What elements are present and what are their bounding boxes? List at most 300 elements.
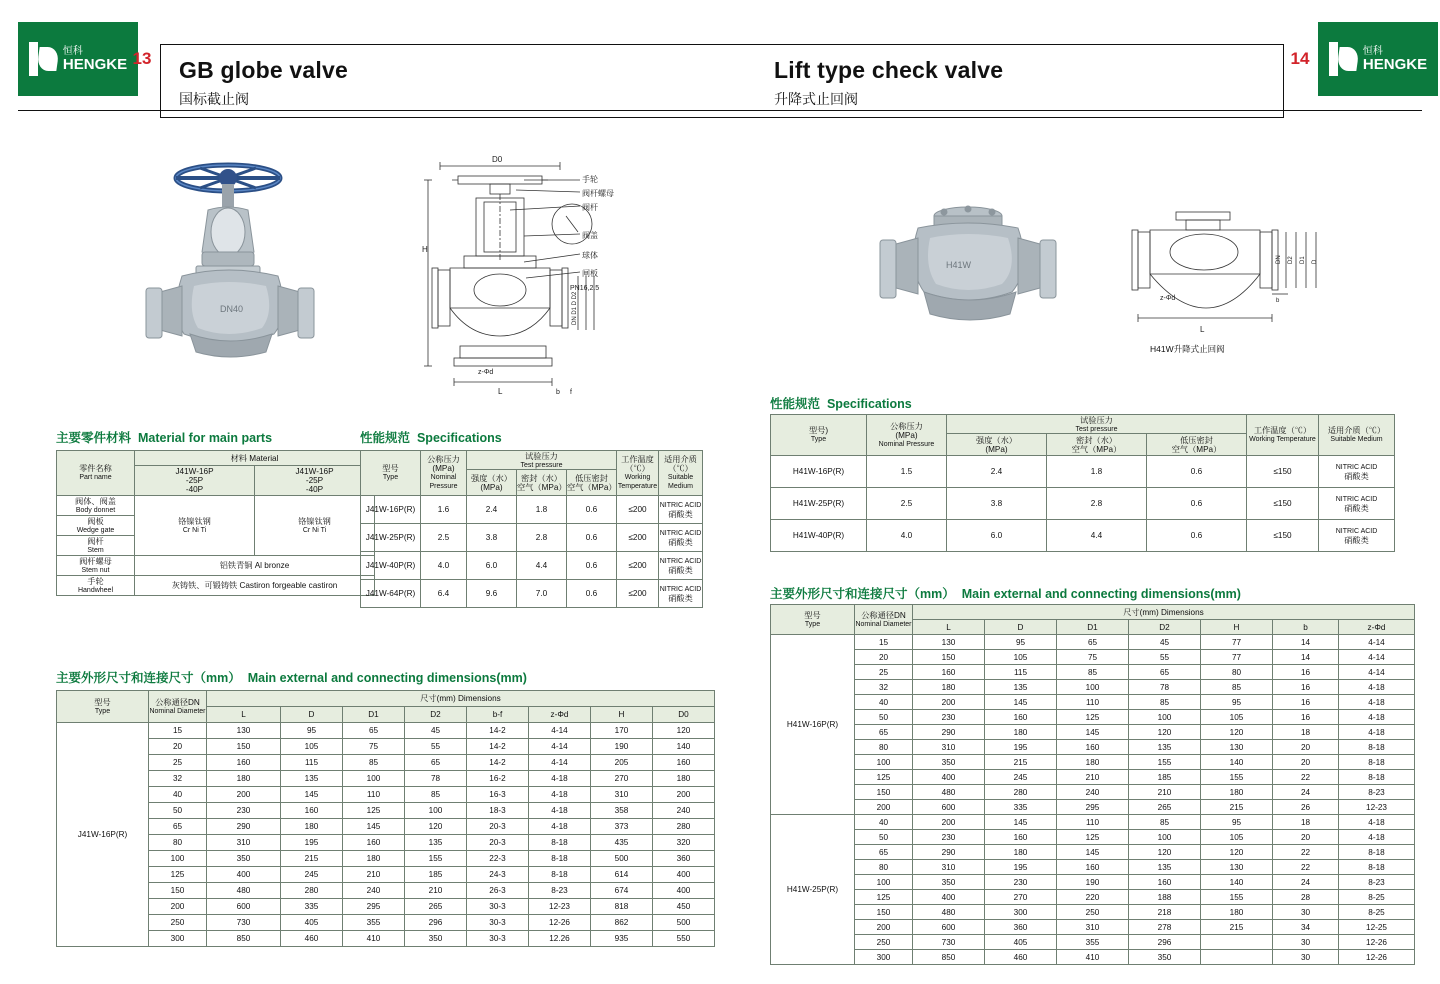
dim-cell: 78 — [405, 771, 467, 787]
rdim-cell: 120 — [1129, 845, 1201, 860]
page-header — [0, 22, 1440, 107]
dim-cell: 135 — [405, 835, 467, 851]
rdim-cell: 600 — [913, 800, 985, 815]
rdim-cell: 195 — [985, 740, 1057, 755]
mat-col-material-en: Material — [249, 453, 279, 463]
rdim-cell: 145 — [985, 695, 1057, 710]
dim-col-l: L — [207, 707, 281, 723]
rdim-cell: 77 — [1201, 650, 1273, 665]
table-row — [771, 725, 1415, 740]
dim-cell: 230 — [207, 803, 281, 819]
dim-cell: 500 — [653, 915, 715, 931]
rdim-cell: 85 — [1129, 815, 1201, 830]
rdim-cell: 80 — [855, 740, 913, 755]
dim-cell: 100 — [149, 851, 207, 867]
rdim-cell: 200 — [913, 815, 985, 830]
rdim-cell: 350 — [913, 755, 985, 770]
dim-cell: 125 — [149, 867, 207, 883]
rdim-col-h: H — [1201, 620, 1273, 635]
svg-text:f: f — [570, 389, 572, 396]
dim-cell: 55 — [405, 739, 467, 755]
rdim-col-d: D — [985, 620, 1057, 635]
dim-cell: 600 — [207, 899, 281, 915]
rdim-cell: 180 — [1057, 755, 1129, 770]
rdim-cell: 18 — [1273, 815, 1339, 830]
rdim-cell: 34 — [1273, 920, 1339, 935]
dim-cell: 180 — [653, 771, 715, 787]
rdim-cell: 350 — [1129, 950, 1201, 965]
dim-cell: 480 — [207, 883, 281, 899]
left-page-title-en: GB globe valve — [179, 57, 348, 83]
rdim-cell: 215 — [985, 755, 1057, 770]
rdim-cell: 355 — [1057, 935, 1129, 950]
dim-cell: 450 — [653, 899, 715, 915]
rdim-cell: 77 — [1201, 635, 1273, 650]
svg-text:b: b — [556, 389, 560, 396]
dim-cell: 4-14 — [529, 739, 591, 755]
rdim-cell: 16 — [1273, 680, 1339, 695]
rdim-cell: 120 — [1201, 725, 1273, 740]
rdim-cell: 195 — [985, 860, 1057, 875]
rdim-cell: 250 — [1057, 905, 1129, 920]
dim-cell: 4-14 — [529, 755, 591, 771]
rdim-col-zd: z-Φd — [1339, 620, 1415, 635]
rdim-cell: 135 — [985, 680, 1057, 695]
dim-cell: 310 — [591, 787, 653, 803]
table-row — [771, 665, 1415, 680]
rdim-cell: 16 — [1273, 695, 1339, 710]
rdim-cell: 125 — [855, 890, 913, 905]
rdim-cell: 32 — [855, 680, 913, 695]
rdim-cell: 105 — [1201, 710, 1273, 725]
dim-cell: 215 — [281, 851, 343, 867]
dim-cell: 460 — [281, 931, 343, 947]
rdim-cell: 4-18 — [1339, 725, 1415, 740]
dim-cell: 12-26 — [529, 915, 591, 931]
rdim-cell: 22 — [1273, 770, 1339, 785]
rdim-cell: 55 — [1129, 650, 1201, 665]
rdim-cell: 140 — [1201, 875, 1273, 890]
dim-cell: 20 — [149, 739, 207, 755]
dim-cell: 30-3 — [467, 931, 529, 947]
dim-cell: 240 — [343, 883, 405, 899]
rdim-cell: 20 — [1273, 740, 1339, 755]
rdim-cell: 45 — [1129, 635, 1201, 650]
rdim-cell: 145 — [1057, 725, 1129, 740]
rdim-cell: 180 — [913, 680, 985, 695]
material-table: 零件名称 Part name 材料 Material J41W-16P -25P -40P J41W-16P -25P -40P 阀体、阀盖 Body donnet 铬镍钛钢 Cr Ni Ti 铬镍钛钢 Cr Ni Ti 阀板 Wedge gate 阀杆 Stem 阀杆螺母 Stem nut 铝铁青铜 Al bronze 手轮 Handwheel 灰铸铁、可锻铸铁 Castiron forgeable castiron — [56, 450, 375, 596]
rdim-cell: 65 — [1057, 635, 1129, 650]
dim-cell: 280 — [653, 819, 715, 835]
table-row — [771, 755, 1415, 770]
rdim-cell: 150 — [855, 905, 913, 920]
mat-col-part-en: Part name — [79, 474, 112, 481]
brand-name-en-right: HENGKE — [1362, 55, 1428, 73]
dim-cell: 16-3 — [467, 787, 529, 803]
dim-cell: 25 — [149, 755, 207, 771]
dim-col-d: D — [281, 707, 343, 723]
dim-cell: 130 — [207, 723, 281, 739]
table-row — [57, 899, 715, 915]
left-dim-section-heading: 主要外形尺寸和连接尺寸（mm） Main external and connecting dimensions(mm) — [56, 671, 527, 685]
dim-cell: 14-2 — [467, 755, 529, 771]
rdim-cell: 350 — [913, 875, 985, 890]
rdim-cell: 4-14 — [1339, 665, 1415, 680]
table-row — [771, 770, 1415, 785]
table-row — [771, 920, 1415, 935]
rdim-cell: 230 — [913, 710, 985, 725]
dim-cell: 150 — [207, 739, 281, 755]
table-row — [771, 830, 1415, 845]
rdim-cell: 160 — [1057, 860, 1129, 875]
dim-cell: 24-3 — [467, 867, 529, 883]
mat-cell-span2: 灰铸铁、可锻铸铁 Castiron forgeable castiron — [135, 576, 375, 596]
rdim-cell: 140 — [1201, 755, 1273, 770]
dim-cell: 358 — [591, 803, 653, 819]
rdim-cell: 25 — [855, 665, 913, 680]
rdim-cell: 8-18 — [1339, 755, 1415, 770]
dim-cell: 818 — [591, 899, 653, 915]
dim-cell: 16-2 — [467, 771, 529, 787]
svg-text:阀盖: 阀盖 — [582, 231, 598, 240]
table-row — [771, 875, 1415, 890]
rdim-cell: 200 — [855, 800, 913, 815]
rdim-cell: 4-18 — [1339, 680, 1415, 695]
rdim-cell: 188 — [1129, 890, 1201, 905]
mat-row-cn: 阀体、阀盖 — [75, 496, 116, 506]
dim-cell: 862 — [591, 915, 653, 931]
rdim-cell: 80 — [1201, 665, 1273, 680]
rdim-cell: 400 — [913, 770, 985, 785]
dim-cell: 180 — [281, 819, 343, 835]
table-row — [57, 496, 375, 516]
dim-cell: 240 — [653, 803, 715, 819]
brand-name-cn: 恒科 — [62, 45, 83, 57]
rdim-cell: 410 — [1057, 950, 1129, 965]
dim-cell: 160 — [207, 755, 281, 771]
dim-cell: 32 — [149, 771, 207, 787]
rdim-cell: 115 — [985, 665, 1057, 680]
rdim-cell: 190 — [1057, 875, 1129, 890]
dim-cell: 210 — [343, 867, 405, 883]
svg-text:PN16,2.5: PN16,2.5 — [570, 285, 600, 292]
rdim-cell: 24 — [1273, 875, 1339, 890]
dim-cell: 400 — [653, 867, 715, 883]
dim-cell: 500 — [591, 851, 653, 867]
rdim-cell: 95 — [1201, 695, 1273, 710]
table-row — [771, 935, 1415, 950]
rdim-cell: 16 — [1273, 710, 1339, 725]
rdim-cell: 150 — [855, 785, 913, 800]
rdim-cell: 8-23 — [1339, 785, 1415, 800]
rdim-cell: 95 — [1201, 815, 1273, 830]
rdim-cell: 22 — [1273, 860, 1339, 875]
dim-cell: 400 — [207, 867, 281, 883]
rdim-cell: 50 — [855, 830, 913, 845]
dim-cell: 105 — [281, 739, 343, 755]
rdim-cell: 200 — [855, 920, 913, 935]
rdim-cell: 40 — [855, 815, 913, 830]
svg-text:球体: 球体 — [582, 251, 598, 260]
mat-row-en: Body donnet — [75, 506, 116, 514]
right-spec-table: 型号) Type 公称压力 (MPa) Nominal Pressure 试验压力 Test pressure 工作温度（℃） Working Temperature 适用介质（℃） Suitable Medium 强度（水） (MPa) 密封（水） 空气（MPa） 低压密封 空气（MPa） H41W-16P(R) 1.5 2.4 1.8 0.6 ≤150 NITRIC ACID 硝酸类 H41W-25P(R) 2.5 3.8 2.8 0.6 ≤150 NITRIC ACID 硝酸类 H41W-40P(R) 4.0 6.0 4.4 0.6 ≤150 NITRIC ACID 硝酸类 — [770, 414, 1395, 552]
rdim-cell: 240 — [1057, 785, 1129, 800]
dim-col-h: H — [591, 707, 653, 723]
mat-cell-span: 铝铁青铜 Al bronze — [135, 556, 375, 576]
dim-col-d1: D1 — [343, 707, 405, 723]
dim-cell: 120 — [405, 819, 467, 835]
rdim-cell: 22 — [1273, 845, 1339, 860]
dim-cell: 4-18 — [529, 819, 591, 835]
rdim-cell: 250 — [855, 935, 913, 950]
rdim-cell: 8-18 — [1339, 740, 1415, 755]
rdim-cell: 4-14 — [1339, 650, 1415, 665]
rdim-cell: 278 — [1129, 920, 1201, 935]
rdim-cell: 8-18 — [1339, 845, 1415, 860]
rdim-cell: 40 — [855, 695, 913, 710]
material-section-heading: 主要零件材料 Material for main parts — [56, 431, 273, 445]
dim-cell: 20-3 — [467, 835, 529, 851]
dim-cell: 4-14 — [529, 723, 591, 739]
table-row: 阀杆螺母 Stem nut 铝铁青铜 Al bronze — [57, 556, 375, 576]
rdim-cell: 120 — [1129, 725, 1201, 740]
dim-cell: 40 — [149, 787, 207, 803]
rdim-cell: 8-18 — [1339, 770, 1415, 785]
dim-cell: 265 — [405, 899, 467, 915]
rdim-cell: 150 — [913, 650, 985, 665]
rdim-cell: 480 — [913, 905, 985, 920]
svg-text:H: H — [422, 245, 428, 254]
dim-cell: 160 — [343, 835, 405, 851]
dim-cell: 850 — [207, 931, 281, 947]
dim-col-d0: D0 — [653, 707, 715, 723]
dim-cell: 4-18 — [529, 803, 591, 819]
rdim-cell: 155 — [1129, 755, 1201, 770]
rdim-cell: 215 — [1201, 920, 1273, 935]
dim-cell: 18-3 — [467, 803, 529, 819]
dim-cell: 296 — [405, 915, 467, 931]
table-row — [771, 695, 1415, 710]
spec-hdr-type-cn: 型号 — [382, 464, 399, 473]
right-dim-section-heading: 主要外形尺寸和连接尺寸（mm） Main external and connecting dimensions(mm) — [770, 587, 1241, 601]
rdim-cell: 185 — [1129, 770, 1201, 785]
table-row — [771, 890, 1415, 905]
rdim-cell: 100 — [1129, 830, 1201, 845]
rdim-cell: 215 — [1201, 800, 1273, 815]
svg-text:D: D — [1312, 259, 1318, 264]
table-row — [771, 680, 1415, 695]
rdim-cell: 80 — [855, 860, 913, 875]
globe-valve-drawing — [420, 150, 720, 400]
dim-cell: 180 — [207, 771, 281, 787]
svg-text:闸板: 闸板 — [582, 269, 598, 278]
rdim-cell: 110 — [1057, 695, 1129, 710]
rdim-cell: 405 — [985, 935, 1057, 950]
right-page-title-en: Lift type check valve — [774, 57, 1004, 83]
rdim-cell: 125 — [855, 770, 913, 785]
rdim-cell: 18 — [1273, 725, 1339, 740]
rdim-cell: 4-18 — [1339, 815, 1415, 830]
page-number-left: 13 — [132, 49, 152, 68]
rdim-cell: 110 — [1057, 815, 1129, 830]
dim-cell: 145 — [281, 787, 343, 803]
dim-cell: 290 — [207, 819, 281, 835]
rdim-cell: 12-25 — [1339, 920, 1415, 935]
table-row — [57, 723, 715, 739]
left-spec-section-heading: 性能规范 Specifications — [360, 431, 502, 445]
logo-left — [18, 22, 138, 96]
svg-text:阀杆: 阀杆 — [582, 203, 598, 212]
table-row: H41W-40P(R) 4.0 6.0 4.4 0.6 ≤150 NITRIC ACID 硝酸类 — [771, 520, 1395, 552]
rdim-cell: 600 — [913, 920, 985, 935]
dim-cell: 65 — [149, 819, 207, 835]
hengke-logo-icon — [29, 42, 59, 76]
dim-col-bf: b-f — [467, 707, 529, 723]
rdim-cell: 8-25 — [1339, 890, 1415, 905]
rdim-cell: 200 — [913, 695, 985, 710]
rdim-cell: 12-26 — [1339, 950, 1415, 965]
rdim-col-d1: D1 — [1057, 620, 1129, 635]
table-row — [57, 771, 715, 787]
rdim-cell: 160 — [985, 710, 1057, 725]
dim-cell: 190 — [591, 739, 653, 755]
table-row — [771, 905, 1415, 920]
rdim-cell: 130 — [1201, 860, 1273, 875]
dim-cell: 30-3 — [467, 899, 529, 915]
dim-cell: 200 — [207, 787, 281, 803]
rdim-cell: 290 — [913, 845, 985, 860]
right-page-title-cn: 升降式止回阀 — [774, 91, 858, 107]
svg-text:z-Φd: z-Φd — [1160, 295, 1176, 302]
rdim-cell: 12-26 — [1339, 935, 1415, 950]
rdim-cell: 85 — [1057, 665, 1129, 680]
left-page-title-cn: 国标截止阀 — [179, 91, 249, 107]
dim-cell: 100 — [343, 771, 405, 787]
rdim-cell: 30 — [1273, 950, 1339, 965]
dim-cell: 135 — [281, 771, 343, 787]
table-row — [57, 931, 715, 947]
check-valve-photo — [860, 190, 1080, 370]
rdim-cell: 12-23 — [1339, 800, 1415, 815]
dim-cell: 8-23 — [529, 883, 591, 899]
brand-name-en: HENGKE — [62, 55, 128, 73]
rdim-cell: 245 — [985, 770, 1057, 785]
rdim-cell: 850 — [913, 950, 985, 965]
table-row — [57, 803, 715, 819]
rdim-cell: 125 — [1057, 710, 1129, 725]
svg-text:H41W: H41W — [946, 260, 972, 270]
rdim-cell: 290 — [913, 725, 985, 740]
rdim-cell: 100 — [855, 755, 913, 770]
dim-cell: 75 — [343, 739, 405, 755]
dim-cell: 145 — [343, 819, 405, 835]
dim-cell: 85 — [405, 787, 467, 803]
dim-cell: 350 — [207, 851, 281, 867]
table-row — [57, 867, 715, 883]
dim-cell: 614 — [591, 867, 653, 883]
dim-cell: 26-3 — [467, 883, 529, 899]
rdim-cell: 230 — [985, 875, 1057, 890]
rdim-cell: 28 — [1273, 890, 1339, 905]
rdim-cell: 160 — [985, 830, 1057, 845]
dim-cell: 8-18 — [529, 835, 591, 851]
rdim-cell: 26 — [1273, 800, 1339, 815]
dim-cell: 140 — [653, 739, 715, 755]
dim-col-d2: D2 — [405, 707, 467, 723]
rdim-cell: 65 — [1129, 665, 1201, 680]
rdim-cell: 125 — [1057, 830, 1129, 845]
dim-cell: 65 — [405, 755, 467, 771]
rdim-cell: 135 — [1129, 860, 1201, 875]
dim-cell: 320 — [653, 835, 715, 851]
rdim-cell: 145 — [985, 815, 1057, 830]
dim-cell: 120 — [653, 723, 715, 739]
table-row — [57, 787, 715, 803]
dim-col-zd: z-Φd — [529, 707, 591, 723]
mat-cell-a: 铬镍钛钢 Cr Ni Ti — [135, 496, 255, 556]
rdim-cell: 460 — [985, 950, 1057, 965]
rdim-cell: 295 — [1057, 800, 1129, 815]
rdim-cell: 210 — [1057, 770, 1129, 785]
dim-cell: 200 — [653, 787, 715, 803]
rdim-cell: 180 — [1201, 785, 1273, 800]
dim-cell: 14-2 — [467, 723, 529, 739]
rdim-cell: 15 — [855, 635, 913, 650]
rdim-cell — [1201, 935, 1273, 950]
rdim-cell: 360 — [985, 920, 1057, 935]
page-number-right: 14 — [1290, 49, 1310, 68]
rdim-cell: 160 — [1129, 875, 1201, 890]
dim-cell: 115 — [281, 755, 343, 771]
dim-cell: 360 — [653, 851, 715, 867]
table-row — [57, 739, 715, 755]
dim-cell: 8-18 — [529, 867, 591, 883]
dim-cell: 110 — [343, 787, 405, 803]
rdim-col-l: L — [913, 620, 985, 635]
dim-cell: 30-3 — [467, 915, 529, 931]
dim-cell: 350 — [405, 931, 467, 947]
dim-cell: 210 — [405, 883, 467, 899]
table-row — [771, 860, 1415, 875]
svg-text:L: L — [498, 387, 503, 396]
table-row — [771, 800, 1415, 815]
rdim-cell: 270 — [985, 890, 1057, 905]
table-row — [57, 915, 715, 931]
table-row: J41W-64P(R) 6.4 9.6 7.0 0.6 ≤200 NITRIC ACID 硝酸类 — [361, 580, 703, 608]
mat-col-part-cn: 零件名称 — [79, 464, 112, 473]
dim-cell: 180 — [343, 851, 405, 867]
rdim-cell: 480 — [913, 785, 985, 800]
dim-cell: 100 — [405, 803, 467, 819]
dim-cell: 95 — [281, 723, 343, 739]
dim-cell: 150 — [149, 883, 207, 899]
table-row — [771, 815, 1415, 830]
rdim-cell: 8-18 — [1339, 860, 1415, 875]
rdim-cell — [1201, 950, 1273, 965]
svg-text:D2: D2 — [1288, 256, 1294, 264]
rdim-cell: 265 — [1129, 800, 1201, 815]
dim-cell: 160 — [281, 803, 343, 819]
table-row: J41W-40P(R) 4.0 6.0 4.4 0.6 ≤200 NITRIC ACID 硝酸类 — [361, 552, 703, 580]
left-spec-table: 型号 Type 公称压力 (MPa) Nominal Pressure 试验压力 Test pressure 工作温度 （℃） Working Temperature 适用介质 （℃） Suitable Medium 强度（水） (MPa) 密封（水） 空气（MPa） 低压密封 空气（MPa） J41W-16P(R) 1.6 2.4 1.8 0.6 ≤200 NITRIC ACID 硝酸类 J41W-25P(R) 2.5 3.8 2.8 0.6 ≤200 NITRIC ACID 硝酸类 J41W-40P(R) 4.0 6.0 4.4 0.6 ≤200 NITRIC ACID 硝酸类 J41W-64P(R) 6.4 9.6 7.0 0.6 ≤200 NITRIC ACID 硝酸类 — [360, 450, 703, 608]
dim-cell: 373 — [591, 819, 653, 835]
table-row — [57, 755, 715, 771]
rdim-cell: 95 — [985, 635, 1057, 650]
dim-cell: 14-2 — [467, 739, 529, 755]
rdim-cell: 300 — [985, 905, 1057, 920]
check-valve-caption: H41W升降式止回阀 — [1150, 344, 1225, 354]
brand-name-cn-right: 恒科 — [1362, 45, 1383, 57]
